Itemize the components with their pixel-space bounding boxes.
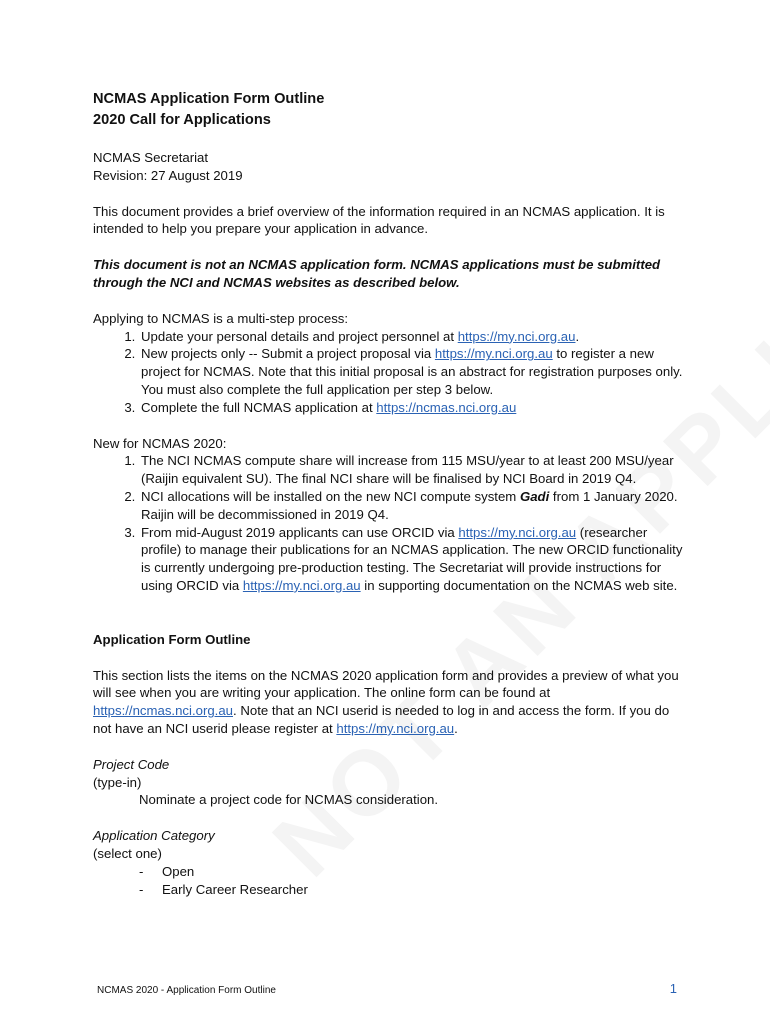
new-2020-heading: New for NCMAS 2020: [93,435,227,451]
field-description: Nominate a project code for NCMAS consideration. [139,792,439,808]
new-2020-list [93,452,683,594]
ncmas-link[interactable]: https://ncmas.nci.org.au [93,703,234,719]
category-options [93,863,683,899]
page-number: 1 [669,981,677,996]
my-nci-link[interactable]: https://my.nci.org.au [336,720,455,736]
document-body [93,89,683,898]
my-nci-link[interactable]: https://my.nci.org.au [457,328,576,344]
author: NCMAS Secretariat [93,150,209,165]
page-footer [97,981,677,996]
step-item: 3. Complete the full NCMAS application at https://ncmas.nci.org.au [139,399,683,417]
field-label-application-category: Application Category [93,828,215,844]
warning-paragraph: This document is not an NCMAS application form. NCMAS applications must be submitted through the NCI and NCMAS websites as described below. [93,257,661,290]
outline-paragraph: This section lists the items on the NCMAS 2020 application form and provides a preview of what you will see when you are writing your application. The online form can be found at https://ncmas.nci.org.au. Note that an NCI userid is needed to log in and access the form. If you do not have an NCI userid please register at https://my.nci.org.au. [93,667,679,736]
my-nci-link[interactable]: https://my.nci.org.au [242,577,361,593]
title-line-1: NCMAS Application Form Outline [93,91,325,107]
new-item: 1. The NCI NCMAS compute share will increase from 115 MSU/year to at least 200 MSU/year (Raijin equivalent SU). The final NCI share will be finalised by NCI Board in 2019 Q4. [139,452,683,488]
intro-paragraph: This document provides a brief overview of the information required in an NCMAS application. It is intended to help you prepare your application in advance. [93,203,665,237]
steps-heading: Applying to NCMAS is a multi-step process: [93,310,349,326]
category-option: - Early Career Researcher [139,881,308,897]
step-item: 1. Update your personal details and project personnel at https://my.nci.org.au. [139,328,683,346]
footer-text: NCMAS 2020 - Application Form Outline [97,985,276,996]
field-label-project-code: Project Code [93,756,170,772]
ncmas-link[interactable]: https://ncmas.nci.org.au [376,399,517,415]
my-nci-link[interactable]: https://my.nci.org.au [458,524,577,540]
my-nci-link[interactable]: https://my.nci.org.au [434,346,553,362]
field-type: (type-in) [93,774,142,790]
category-option: - Open [139,863,195,879]
title-line-2: 2020 Call for Applications [93,112,271,128]
field-type: (select one) [93,845,162,861]
step-item: 2. New projects only -- Submit a project proposal via https://my.nci.org.au to register a new project for NCMAS. Note that this initial proposal is an abstract for registration purposes only. You must also complete the full application per step 3 below. [139,345,683,398]
document-title [93,89,683,131]
steps-list [93,328,683,417]
new-item: 3. From mid-August 2019 applicants can use ORCID via https://my.nci.org.au (researcher profile) to manage their publications for an NCMAS application. The new ORCID functionality is currently undergoing pre-production testing. The Secretariat will provide instructions for using ORCID via https://my.nci.org.au in supporting documentation on the NCMAS web site. [139,524,683,595]
gadi-term: Gadi [519,488,550,504]
revision: Revision: 27 August 2019 [93,167,243,183]
new-item: 2. NCI allocations will be installed on the new NCI compute system Gadi from 1 January 2020. Raijin will be decommissioned in 2019 Q4. [139,488,683,524]
section-heading: Application Form Outline [93,631,251,647]
